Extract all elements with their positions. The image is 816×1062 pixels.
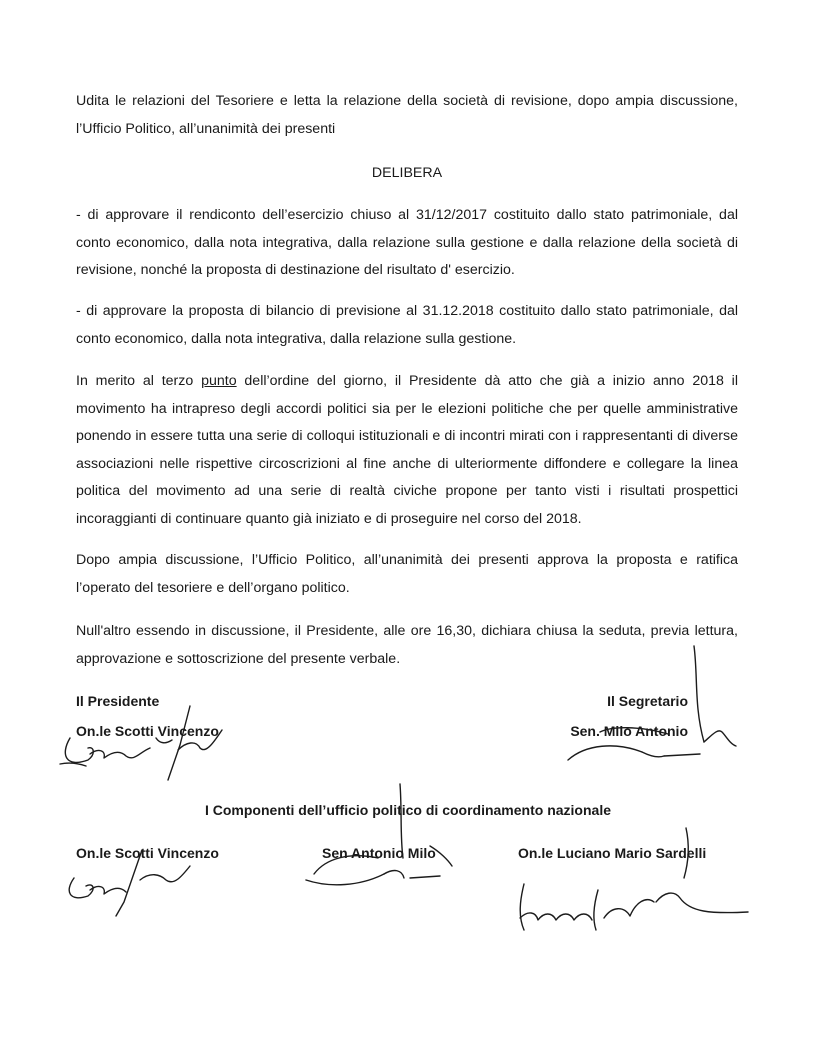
paragraph-ratifica: Dopo ampia discussione, l’Ufficio Politico, all’unanimità dei presenti approva la proposta e ratifica l’operato del tesoriere e dell’organo politico. [76,552,738,596]
paragraph-chiusura: Null'altro essendo in discussione, il Presidente, alle ore 16,30, dichiara chiusa la seduta, previa lettura, approvazione e sottoscrizione del presente verbale. [76,623,738,667]
member-2-signature-icon [306,784,452,885]
member-3-name: On.le Luciano Mario Sardelli [518,845,707,861]
member-2-name: Sen Antonio Milo [322,845,436,861]
paragraph-bilancio: - di approvare la proposta di bilancio di previsione al 31.12.2018 costituito dallo stato patrimoniale, dal conto economico, dalla nota integrativa, dalla relazione sulla gestione. [76,303,738,347]
paragraph-intro: Udita le relazioni del Tesoriere e letta la relazione della società di revisione, dopo ampia discussione, l’Ufficio Politico, all’unanimità dei presenti [76,93,738,137]
president-name: On.le Scotti Vincenzo [76,723,219,739]
paragraph-rendiconto: - di approvare il rendiconto dell’esercizio chiuso al 31/12/2017 costituito dallo stato patrimoniale, dal conto economico, dalla nota integrativa, dalla relazione sulla gestione e dalla relazione della società di revisione, nonché la proposta di destinazione del risultato d' esercizio. [76,207,738,278]
president-signature-icon [60,706,222,780]
president-title: Il Presidente [76,693,160,709]
delibera-heading: DELIBERA [371,165,443,181]
underlined-word: punto [201,373,237,389]
secretary-title: Il Segretario [607,693,688,709]
member-1-name: On.le Scotti Vincenzo [76,845,219,861]
paragraph-terzo-punto-rest: dell’ordine del giorno, il Presidente dà atto che già a inizio anno 2018 il movimento ha intrapreso degli accordi politici sia per le elezioni politiche che per quelle amministrative ponendo in essere tutta una serie di colloqui istituzionali e di incontri mirati con i rappresentanti di diverse associazioni nelle rispettive circoscrizioni al fine anche di ulteriormente diffondere e collegare la linea politica del movimento ad una serie di realtà civiche propone per tanto visti i risultati prospettici incoraggianti di continuare quanto già iniziato e di proseguire nel corso del 2018. [76,373,738,527]
components-heading: I Componenti dell’ufficio politico di coordinamento nazionale [204,802,611,818]
paragraph-terzo-punto [76,368,738,533]
paragraph-terzo-punto-start: In merito al terzo [76,373,202,389]
secretary-name: Sen. Milo Antonio [570,723,688,739]
